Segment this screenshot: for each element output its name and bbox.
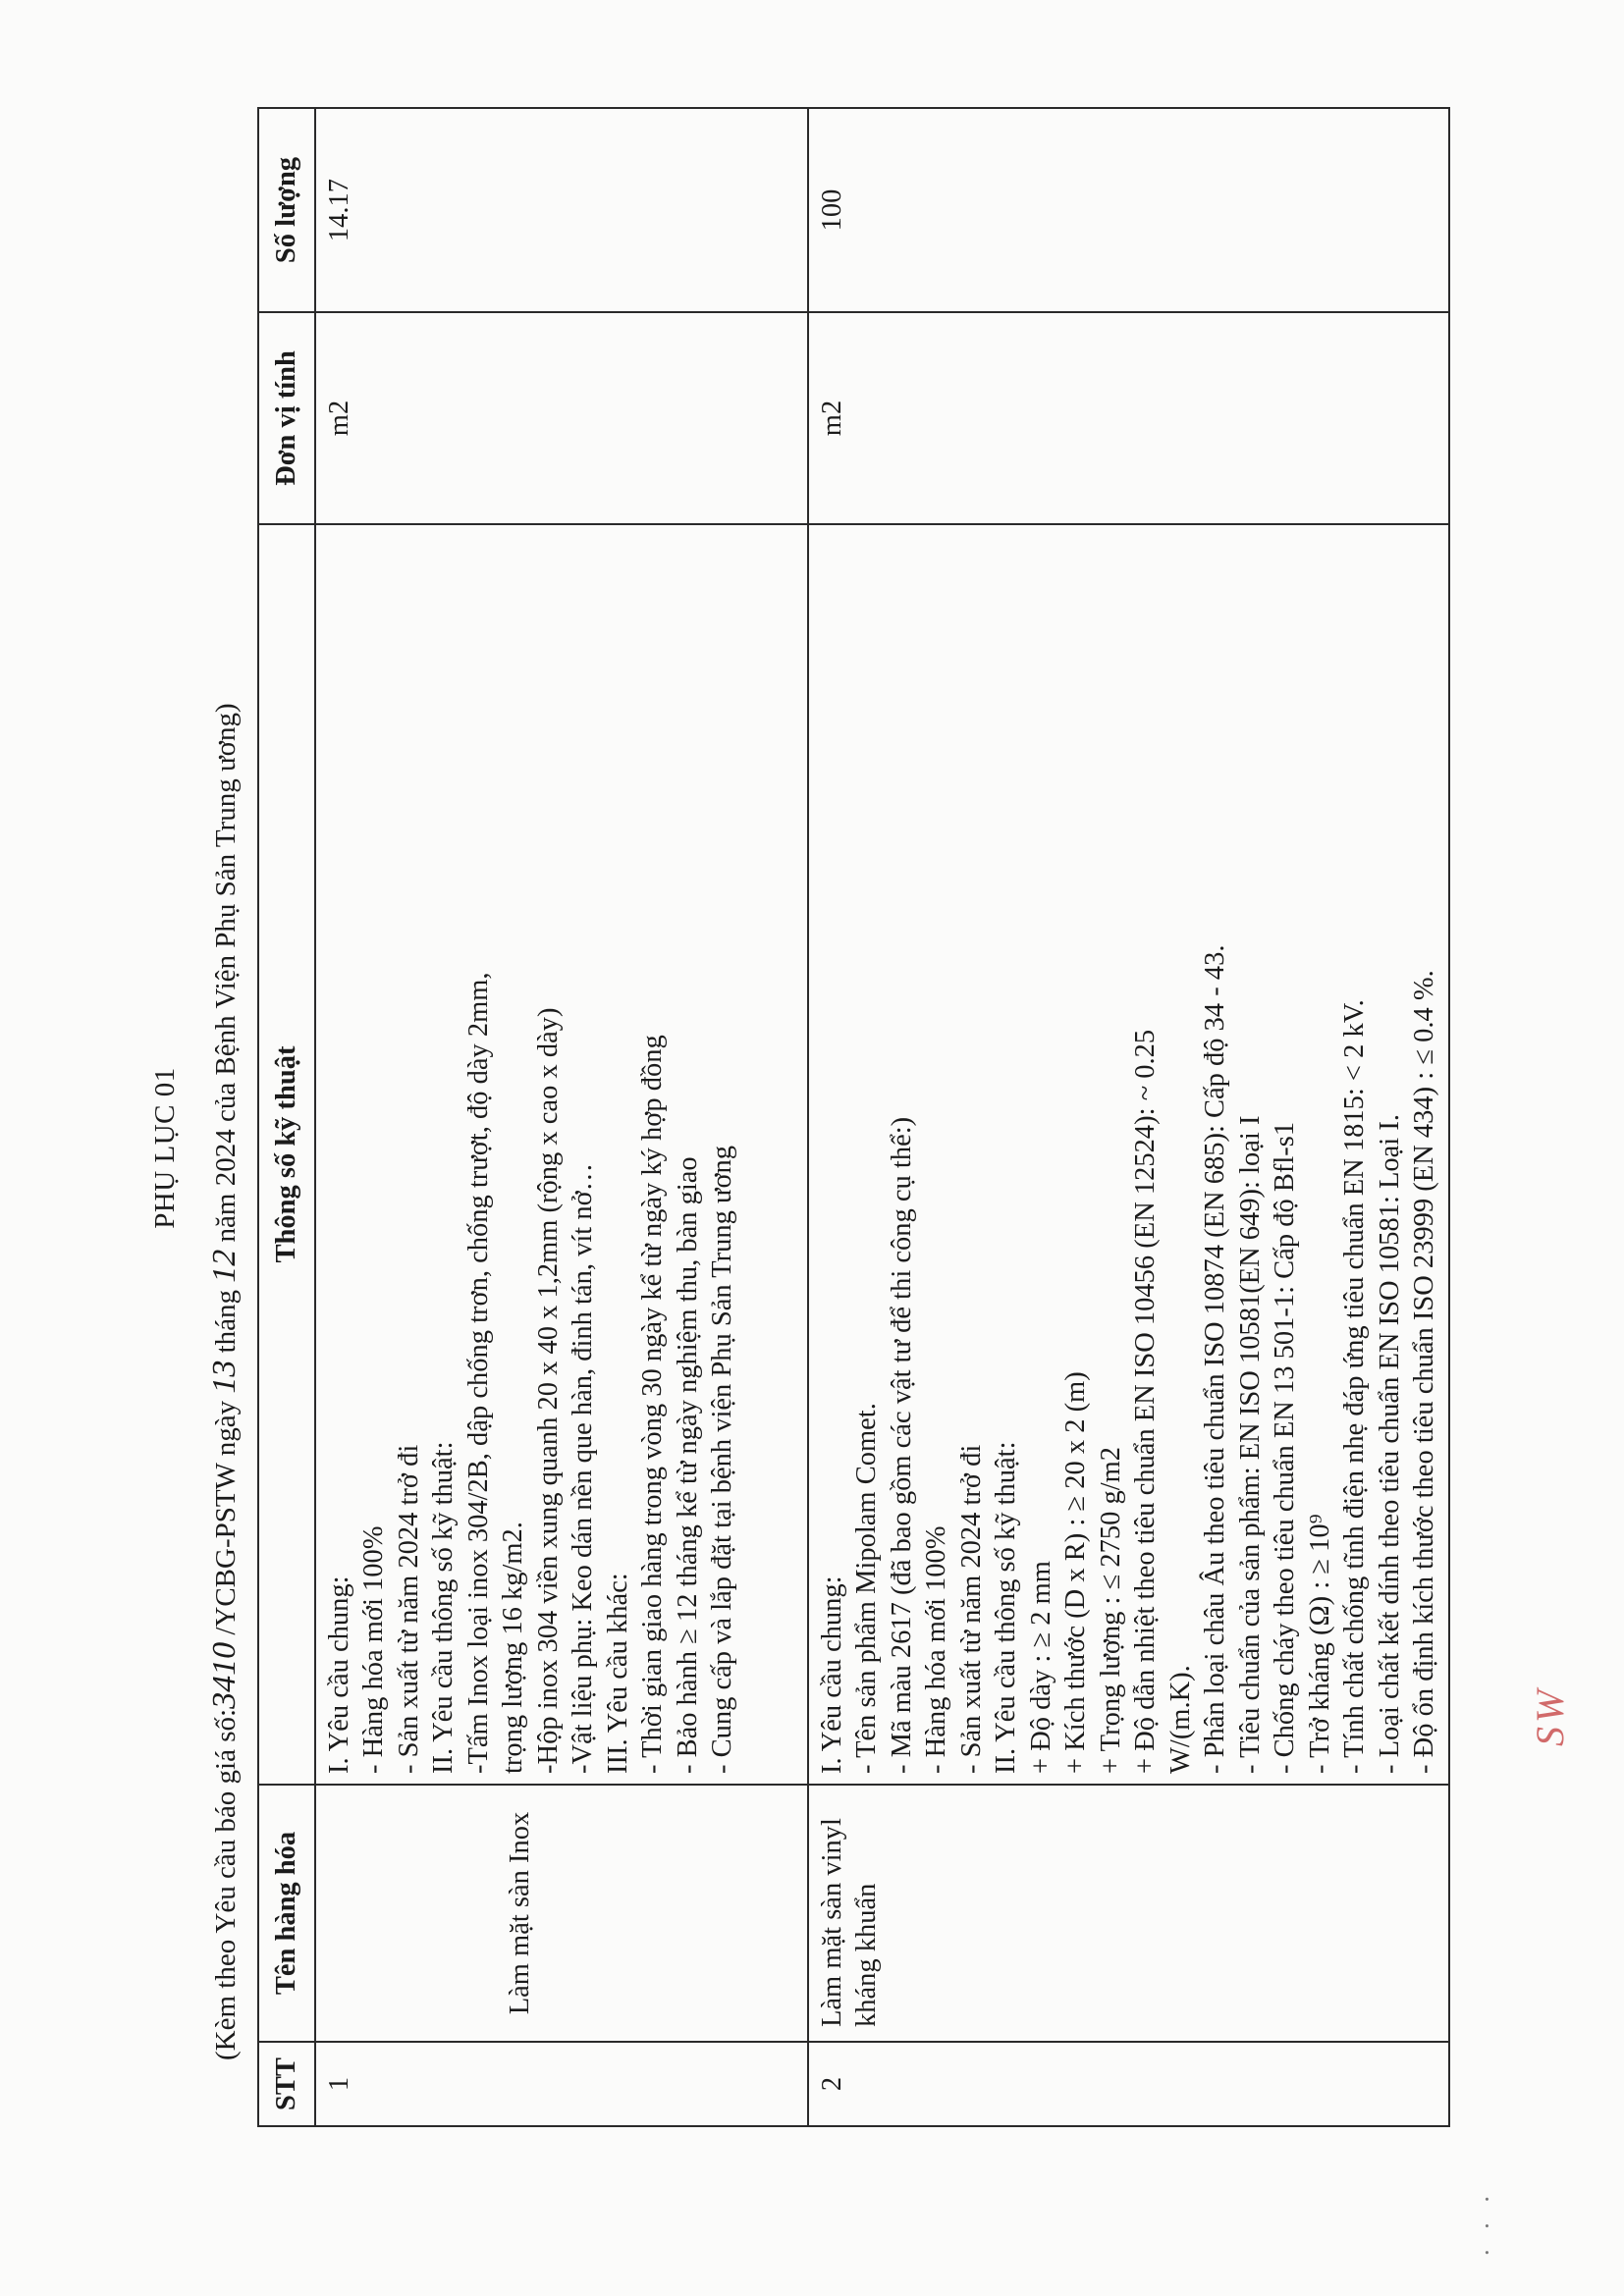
spec-line: I. Yêu cầu chung: bbox=[323, 1575, 354, 1774]
spec-line: III. Yêu cầu khác: bbox=[602, 1573, 633, 1774]
spec-line: - Sản xuất từ năm 2024 trở đi bbox=[955, 1444, 987, 1774]
spec-line: - Loại chất kết dính theo tiêu chuẩn EN ISO 10581: Loại I. bbox=[1374, 1114, 1405, 1774]
document-subtitle bbox=[206, 703, 244, 2060]
col-header-spec: Thông số kỹ thuật bbox=[258, 524, 315, 1785]
product-name-text: Làm mặt sàn vinyl kháng khuẩn bbox=[816, 1818, 882, 2027]
spec-line: - Bảo hành ≥ 12 tháng kể từ ngày nghiệm thu, bàn giao bbox=[672, 1156, 703, 1774]
quote-month: 12 bbox=[206, 1249, 243, 1283]
spec-line: II. Yêu cầu thông số kỹ thuật: bbox=[991, 1441, 1021, 1774]
specification-table bbox=[257, 107, 1450, 2127]
quote-number: 3410 bbox=[206, 1641, 243, 1709]
spec-line: + Trọng lượng : ≤ 2750 g/m2 bbox=[1095, 1446, 1126, 1774]
spec-line: - Thời gian giao hàng trong vòng 30 ngày kể từ ngày ký hợp đồng bbox=[637, 1035, 668, 1774]
spec-line: -Vật liệu phụ: Keo dán nền que hàn, đinh tán, vít nở… bbox=[568, 1162, 598, 1774]
row-spec bbox=[808, 524, 1449, 1785]
subtitle-suffix: năm 2024 của Bệnh Viện Phụ Sản Trung ương) bbox=[210, 703, 242, 1243]
quote-day: 13 bbox=[206, 1360, 243, 1394]
month-label: tháng bbox=[210, 1289, 242, 1354]
spec-line: - Tiêu chuẩn của sản phẩm: EN ISO 10581(EN 649): loại I bbox=[1234, 1115, 1266, 1774]
subtitle-prefix: (Kèm theo Yêu cầu báo giá số: bbox=[210, 1708, 242, 2060]
col-header-name: Tên hàng hóa bbox=[258, 1785, 315, 2042]
col-header-unit: Đơn vị tính bbox=[258, 312, 315, 524]
handwritten-signature: SW bbox=[1528, 1685, 1572, 1746]
spec-line: I. Yêu cầu chung: bbox=[816, 1575, 847, 1774]
spec-line: - Hàng hóa mới 100% bbox=[921, 1525, 951, 1774]
spec-line: + Độ dày : ≥ 2 mm bbox=[1025, 1561, 1056, 1774]
spec-line: + Độ dẫn nhiệt theo tiêu chuẩn EN ISO 10456 (EN 12524): ~ 0.25 bbox=[1130, 1029, 1161, 1774]
col-header-stt: STT bbox=[258, 2042, 315, 2126]
row-spec bbox=[315, 524, 808, 1785]
spec-line: - Tính chất chống tĩnh điện nhẹ đáp ứng tiêu chuẩn EN 1815: < 2 kV. bbox=[1339, 999, 1370, 1774]
table-header-row bbox=[258, 108, 315, 2126]
spec-line: -Hộp inox 304 viền xung quanh 20 x 40 x 1,2mm (rộng x cao x dày) bbox=[532, 1007, 564, 1774]
document-title: PHỤ LỤC 01 bbox=[149, 1067, 181, 1229]
product-name-text: Làm mặt sàn Inox bbox=[504, 1811, 535, 2015]
row-quantity: 100 bbox=[808, 108, 1449, 312]
spec-line: II. Yêu cầu thông số kỹ thuật: bbox=[428, 1441, 459, 1774]
spec-line: - Cung cấp và lắp đặt tại bệnh viện Phụ Sản Trung ương bbox=[707, 1145, 737, 1774]
spec-line: W/(m.K). bbox=[1164, 1665, 1196, 1774]
spec-line: trọng lượng 16 kg/m2. bbox=[498, 1522, 528, 1774]
spec-line: - Hàng hóa mới 100% bbox=[358, 1525, 389, 1774]
spec-line: - Sản xuất từ năm 2024 trở đi bbox=[393, 1444, 424, 1774]
table-row bbox=[808, 108, 1449, 2126]
col-header-qty: Số lượng bbox=[258, 108, 315, 312]
row-stt: 2 bbox=[808, 2042, 1449, 2126]
spec-line: - Trở kháng (Ω) : ≥ 10⁹ bbox=[1304, 1514, 1335, 1774]
row-unit: m2 bbox=[808, 312, 1449, 524]
row-product-name bbox=[808, 1785, 1449, 2042]
spec-line: - Tên sản phẩm Mipolam Comet. bbox=[851, 1403, 882, 1774]
table-row bbox=[315, 108, 808, 2126]
row-unit: m2 bbox=[315, 312, 808, 524]
spec-line: - Chống cháy theo tiêu chuẩn EN 13 501-1: Cấp độ Bfl-s1 bbox=[1270, 1121, 1300, 1774]
corner-scribble: · · · bbox=[1473, 2189, 1501, 2257]
spec-line: -Tấm Inox loại inox 304/2B, dập chống trơn, chống trượt, độ dày 2mm, bbox=[462, 972, 494, 1774]
row-stt: 1 bbox=[315, 2042, 808, 2126]
spec-line: - Mã màu 2617 (đã bao gồm các vật tư để thi công cụ thể:) bbox=[886, 1116, 917, 1774]
row-product-name bbox=[315, 1785, 808, 2042]
spec-line: - Độ ổn định kích thước theo tiêu chuẩn ISO 23999 (EN 434) : ≤ 0.4 %. bbox=[1409, 970, 1439, 1774]
spec-line: + Kích thước (D x R) : ≥ 20 x 2 (m) bbox=[1060, 1371, 1091, 1774]
spec-line: - Phân loại châu Âu theo tiêu chuẩn ISO 10874 (EN 685): Cấp độ 34 - 43. bbox=[1200, 944, 1230, 1774]
subtitle-middle: /YCBG-PSTW ngày bbox=[210, 1400, 242, 1635]
row-quantity: 14.17 bbox=[315, 108, 808, 312]
